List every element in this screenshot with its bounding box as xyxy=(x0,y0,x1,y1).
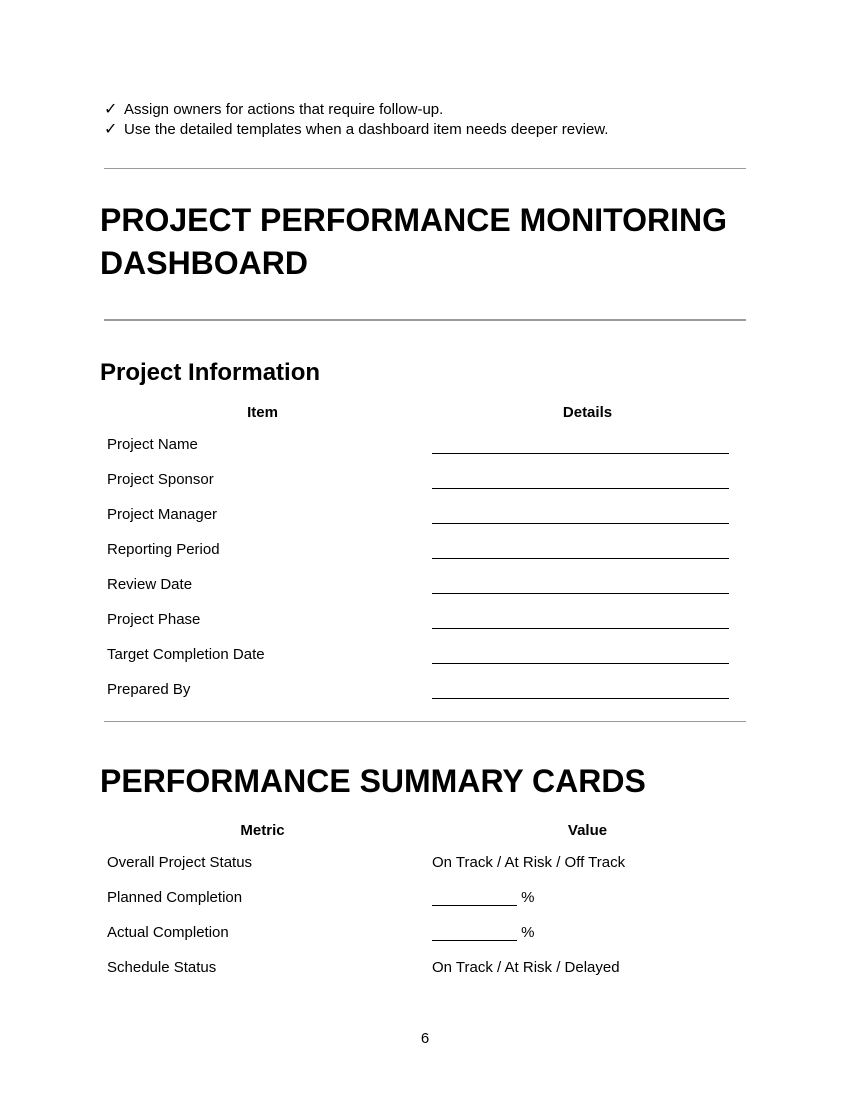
table-row xyxy=(100,950,750,985)
checklist-item-text: Use the detailed templates when a dashboard item needs deeper review. xyxy=(124,121,609,138)
blank-line xyxy=(432,435,729,454)
table-row xyxy=(100,532,750,567)
metric-value: On Track / At Risk / Delayed xyxy=(432,959,620,976)
details-field[interactable] xyxy=(425,637,750,672)
project-information-table xyxy=(100,397,750,707)
blank-line xyxy=(432,680,729,699)
table-row xyxy=(100,462,750,497)
item-label: Project Phase xyxy=(107,611,201,628)
table-row xyxy=(100,672,750,707)
table-row xyxy=(100,497,750,532)
details-field[interactable] xyxy=(425,497,750,532)
details-field[interactable] xyxy=(425,567,750,602)
item-label: Target Completion Date xyxy=(107,646,265,663)
blank-line xyxy=(432,889,517,906)
details-field[interactable] xyxy=(425,602,750,637)
metric-label: Overall Project Status xyxy=(107,854,253,871)
details-field[interactable] xyxy=(425,462,750,497)
blank-line xyxy=(432,575,729,594)
table-row xyxy=(100,845,750,880)
column-header-metric: Metric xyxy=(240,821,285,839)
checkmark-icon: ✓ xyxy=(104,119,118,138)
percent-unit: % xyxy=(521,923,535,941)
details-field[interactable] xyxy=(425,672,750,707)
table-row xyxy=(100,637,750,672)
metric-label: Schedule Status xyxy=(107,959,217,976)
checkmark-icon: ✓ xyxy=(104,99,118,118)
checklist-item-text: Assign owners for actions that require follow-up. xyxy=(124,101,444,118)
checklist xyxy=(104,99,608,139)
metric-value-field[interactable] xyxy=(425,915,750,950)
table-row xyxy=(100,915,750,950)
table-row xyxy=(100,880,750,915)
column-header-item: Item xyxy=(247,403,278,421)
metric-label: Planned Completion xyxy=(107,889,243,906)
metric-value-field[interactable] xyxy=(425,880,750,915)
table-row xyxy=(100,567,750,602)
item-label: Project Sponsor xyxy=(107,471,214,488)
item-label: Project Name xyxy=(107,436,198,453)
divider xyxy=(104,319,746,321)
item-label: Prepared By xyxy=(107,681,191,698)
metric-value: On Track / At Risk / Off Track xyxy=(432,854,626,871)
checklist-item xyxy=(104,99,608,119)
details-field[interactable] xyxy=(425,427,750,462)
blank-line xyxy=(432,470,729,489)
item-label: Project Manager xyxy=(107,506,218,523)
table-row xyxy=(100,602,750,637)
column-header-details: Details xyxy=(562,403,613,421)
table-row xyxy=(100,427,750,462)
blank-line xyxy=(432,924,517,941)
divider xyxy=(104,168,746,169)
percent-unit: % xyxy=(521,888,535,906)
blank-line xyxy=(432,645,729,664)
blank-line xyxy=(432,505,729,524)
divider xyxy=(104,721,746,722)
checklist-item xyxy=(104,119,608,139)
column-header-value: Value xyxy=(567,821,608,839)
document-title: PROJECT PERFORMANCE MONITORING DASHBOARD xyxy=(100,202,727,281)
table-header-row xyxy=(100,815,750,845)
table-header-row xyxy=(100,397,750,427)
metric-label: Actual Completion xyxy=(107,924,229,941)
details-field[interactable] xyxy=(425,532,750,567)
page-number: 6 xyxy=(420,1030,430,1047)
blank-line xyxy=(432,610,729,629)
item-label: Reporting Period xyxy=(107,541,220,558)
blank-line xyxy=(432,540,729,559)
item-label: Review Date xyxy=(107,576,193,593)
project-information-heading: Project Information xyxy=(100,359,321,386)
summary-cards-table xyxy=(100,815,750,985)
summary-cards-heading: PERFORMANCE SUMMARY CARDS xyxy=(100,763,646,799)
